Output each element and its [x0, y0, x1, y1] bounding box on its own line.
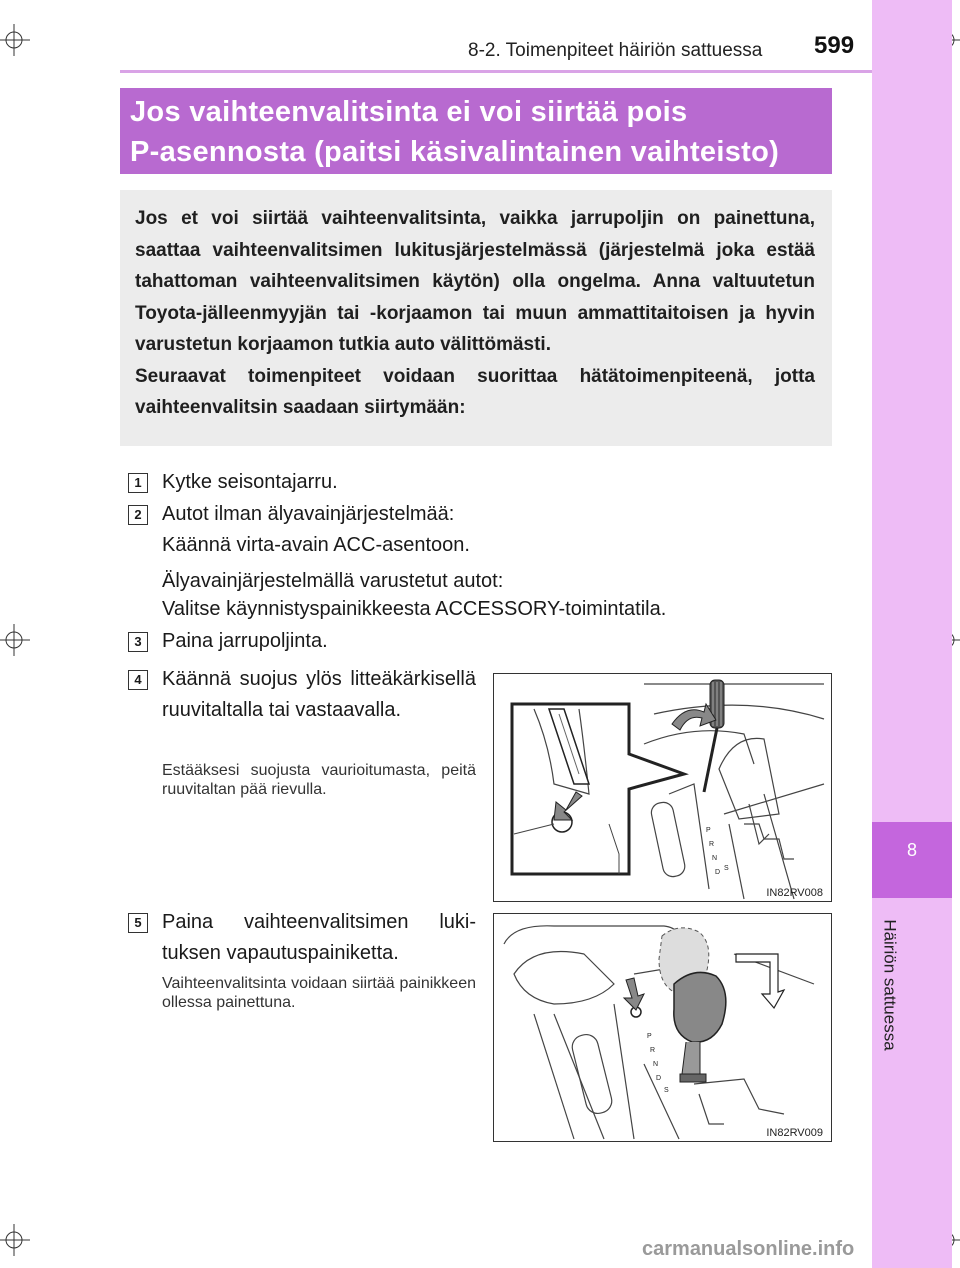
step-4-note: Estääksesi suojusta vaurioitumasta, peitä ruuvitaltan pää rievulla. [162, 762, 476, 798]
page-number: 599 [814, 32, 855, 59]
chapter-number: 8 [906, 840, 917, 860]
gate-letter-p: P [706, 827, 711, 834]
intro-text [135, 203, 815, 424]
figure-4 [493, 673, 832, 902]
figure-4-illustration [494, 674, 831, 901]
step-number-5: 5 [128, 913, 148, 933]
step-number-4: 4 [128, 670, 148, 690]
press-arrow-icon [624, 978, 644, 1010]
rotate-arrow-icon [672, 704, 716, 730]
figure-5 [493, 913, 832, 1142]
step-5-note: Vaihteenvalitsinta voidaan siirtää painikkeen ollessa painettuna. [162, 975, 476, 1011]
gate-letter-d-2: D [656, 1075, 662, 1082]
chapter-side-tab [872, 0, 952, 1268]
header-rule [120, 70, 872, 73]
shift-direction-arrow-icon [736, 954, 784, 1008]
step-number-1: 1 [128, 473, 148, 493]
step-2-text-a2: Käännä virta-avain ACC-asentoon. [162, 534, 470, 556]
gate-letter-n: N [712, 855, 718, 862]
watermark: carmanualsonline.info [642, 1238, 855, 1260]
step-5-text: Paina vaihteenvalitsimen lukituksen vapautuspainiketta. [162, 911, 476, 964]
step-number-2: 2 [128, 505, 148, 525]
gate-letter-s: S [724, 865, 729, 872]
gate-letter-d: D [715, 869, 721, 876]
gate-letter-r-2: R [650, 1047, 656, 1054]
step-1-text: Kytke seisontajarru. [162, 471, 338, 493]
section-heading: 8-2. Toimenpiteet häiriön sattuessa [468, 40, 763, 61]
step-number-3: 3 [128, 632, 148, 652]
section-title [120, 88, 832, 174]
chapter-label-container [870, 905, 910, 1065]
step-3-text: Paina jarrupoljinta. [162, 630, 328, 652]
figure-4-code: IN82RV008 [766, 887, 823, 899]
gate-letter-n-2: N [653, 1061, 659, 1068]
step-2-text-a1: Autot ilman älyavainjärjestelmää: [162, 503, 455, 525]
figure-5-code: IN82RV009 [766, 1127, 823, 1139]
figure-5-illustration [494, 914, 831, 1141]
gate-letter-s-2: S [664, 1087, 669, 1094]
title-line-2: P-asennosta (paitsi käsivalintainen vaihteisto) [130, 136, 780, 168]
step-4-text: Käännä suojus ylös litteäkärkisellä ruuvitaltalla tai vastaavalla. [162, 668, 476, 721]
intro-paragraph-2: Seuraavat toimenpiteet voidaan suorittaa hätätoimenpiteenä, jotta vaihteenvalitsin saadaan siirtymään: [135, 365, 815, 418]
chapter-label: Häiriön sattuessa [881, 919, 900, 1051]
step-2-text-b2: Valitse käynnistyspainikkeesta ACCESSORY-toimintatila. [162, 598, 667, 620]
shift-knob-icon [674, 972, 726, 1082]
intro-paragraph-1: Jos et voi siirtää vaihteenvalitsinta, vaikka jarrupoljin on painettuna, saattaa vaihteenvalitsimen lukitusjärjestelmässä (järjestelmä joka estää tahattoman vaihteenvalitsimen käytön) olla ongelma. Anna valtuutetun Toyota-jälleenmyyjän tai -korjaamon tai muun ammattitaitoisen ja hyvin varustetun korjaamon tutkia auto välittömästi. [135, 208, 815, 355]
gate-letter-p-2: P [647, 1033, 652, 1040]
gate-letter-r: R [709, 841, 715, 848]
step-2-text-b1: Älyavainjärjestelmällä varustetut autot: [162, 570, 504, 592]
title-line-1: Jos vaihteenvalitsinta ei voi siirtää pois [130, 96, 688, 128]
